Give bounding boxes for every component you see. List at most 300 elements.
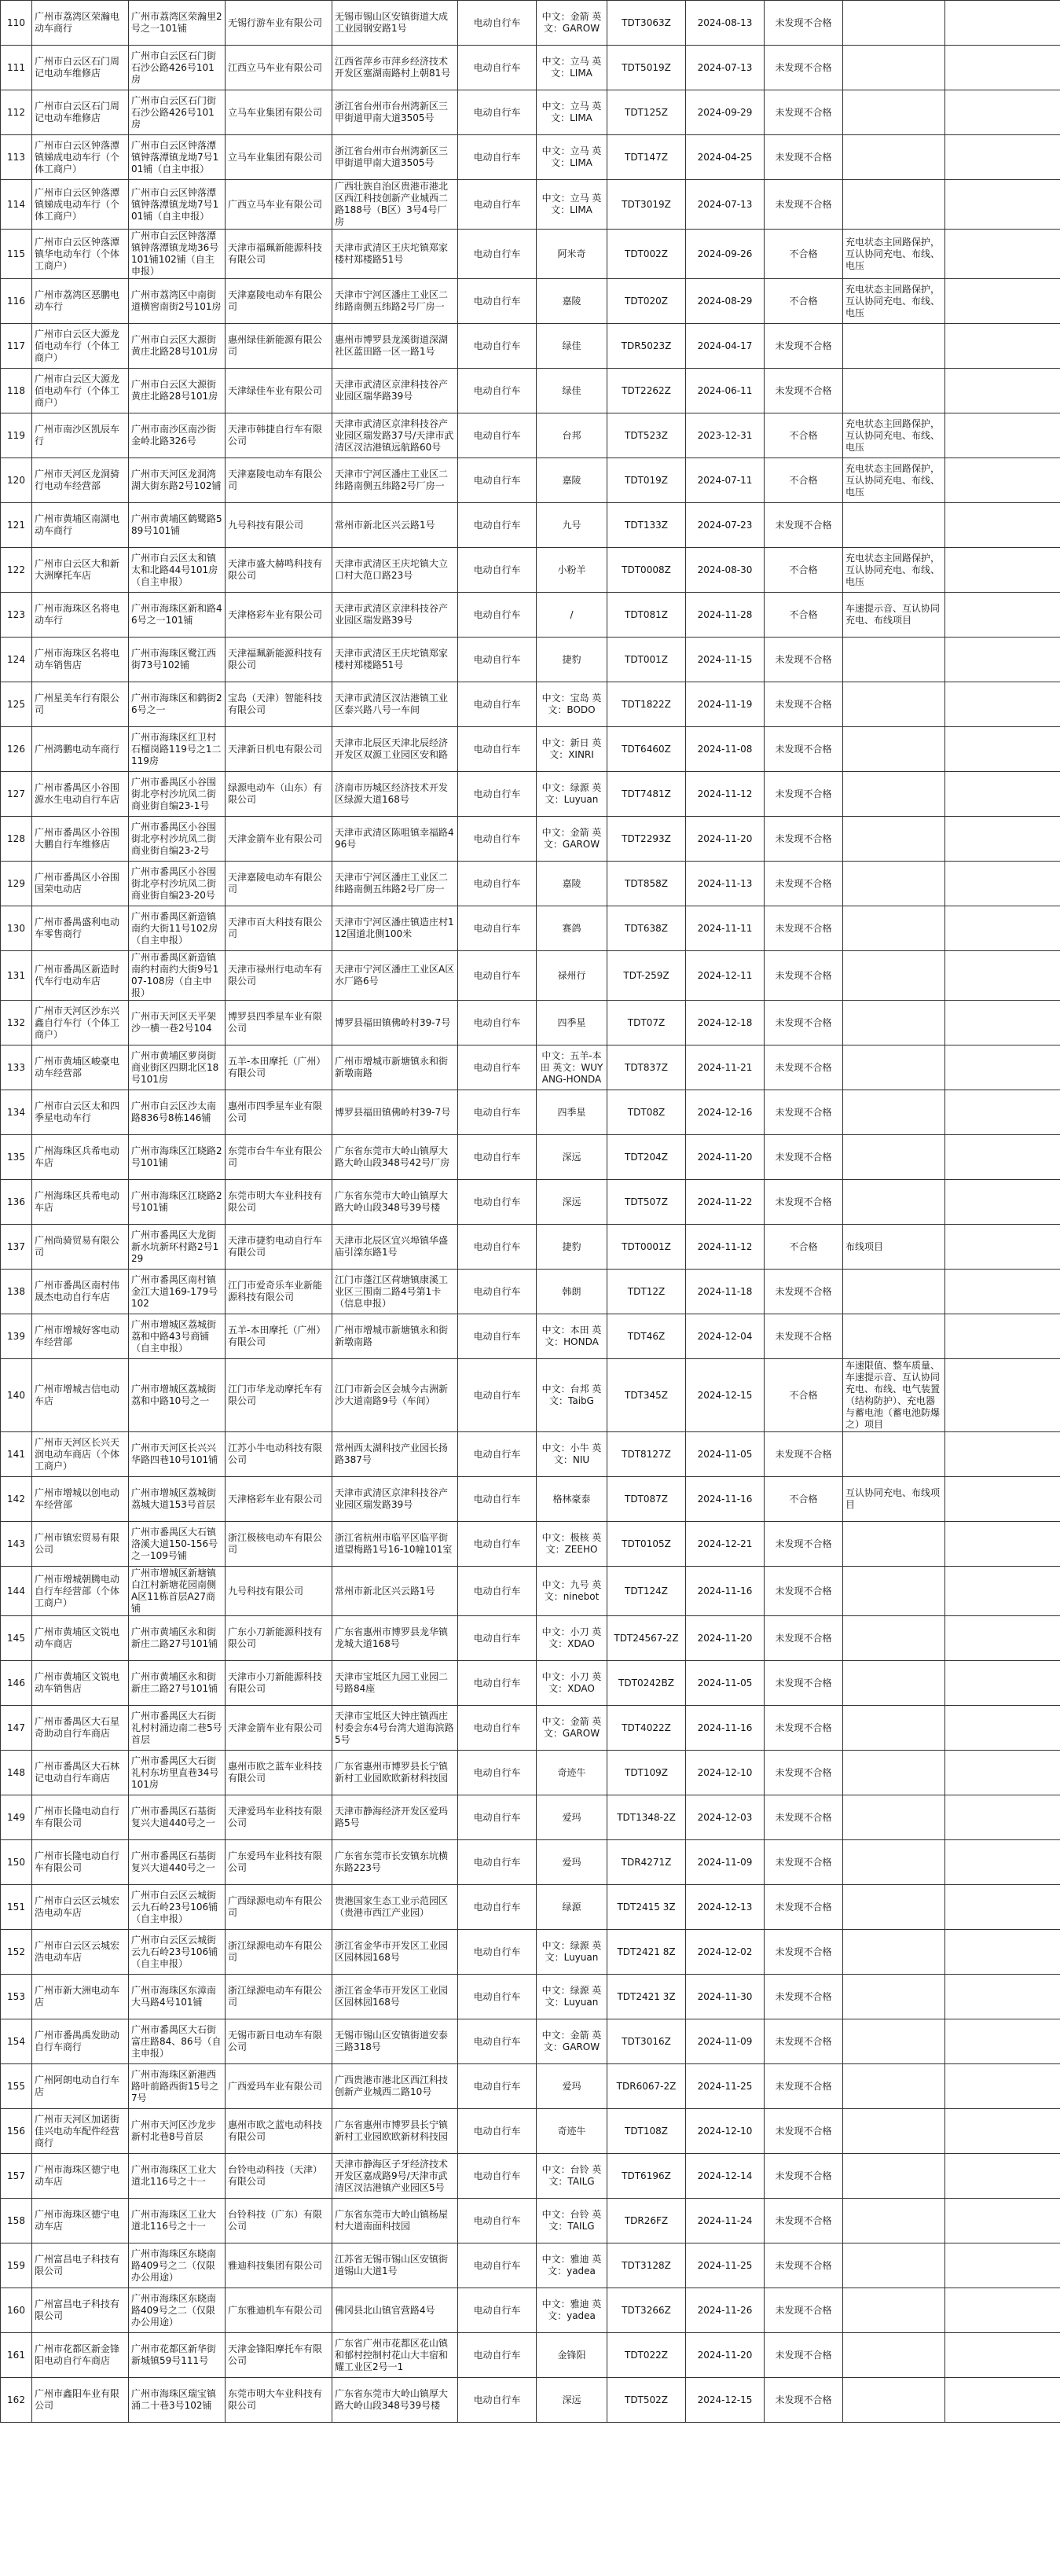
result-cell: 不合格 xyxy=(765,1359,843,1432)
producer-name-cell: 广西绿源电动车有限公司 xyxy=(226,1885,332,1930)
brand-cell: 台邦 xyxy=(537,413,607,458)
producer-address-cell: 贵港国家生态工业示范园区（贵港市西江产业园） xyxy=(332,1885,458,1930)
producer-name-cell: 立马车业集团有限公司 xyxy=(226,90,332,135)
producer-name-cell: 东莞市明大车业科技有限公司 xyxy=(226,1180,332,1225)
blank-cell xyxy=(945,2378,1060,2423)
producer-address-cell: 广东省东莞市大岭山镇杨屋村大道南面科技园 xyxy=(332,2199,458,2243)
brand-cell: 阿米奇 xyxy=(537,230,607,279)
producer-name-cell: 五羊-本田摩托（广州）有限公司 xyxy=(226,1045,332,1090)
brand-cell: 中文：立马 英文：LIMA xyxy=(537,90,607,135)
seller-name-cell: 广州市天河区沙东兴鑫自行车行（个体工商户） xyxy=(32,1001,129,1045)
seller-address-cell: 广州市天河区天平架沙一横一巷2号104 xyxy=(129,1001,226,1045)
row-number-cell: 134 xyxy=(1,1090,32,1135)
model-cell: TDT2415 3Z xyxy=(607,1885,686,1930)
result-cell: 未发现不合格 xyxy=(765,1314,843,1359)
row-number-cell: 143 xyxy=(1,1522,32,1567)
result-cell: 未发现不合格 xyxy=(765,862,843,906)
seller-address-cell: 广州市海珠区和鹤街26号之一 xyxy=(129,682,226,727)
table-row xyxy=(1,2333,1060,2378)
row-number-cell: 122 xyxy=(1,548,32,593)
brand-cell: 中文：绿源 英文：Luyuan xyxy=(537,1930,607,1975)
row-number-cell: 136 xyxy=(1,1180,32,1225)
result-cell: 未发现不合格 xyxy=(765,2378,843,2423)
production-date-cell: 2024-11-05 xyxy=(686,1432,765,1477)
blank-cell xyxy=(945,1840,1060,1885)
seller-address-cell: 广州市花都区新华街新城镇59号111号 xyxy=(129,2333,226,2378)
result-cell: 未发现不合格 xyxy=(765,2288,843,2333)
table-row xyxy=(1,369,1060,413)
table-row xyxy=(1,593,1060,638)
blank-cell xyxy=(945,1090,1060,1135)
producer-address-cell: 江苏省无锡市锡山区安镇街道锡山大道1号 xyxy=(332,2243,458,2288)
failed-items-cell: 充电状态主回路保护，互认协同充电、布线、电压 xyxy=(843,458,945,503)
model-cell: TDT0008Z xyxy=(607,548,686,593)
production-date-cell: 2023-12-31 xyxy=(686,413,765,458)
producer-address-cell: 常州市新北区兴云路1号 xyxy=(332,1567,458,1616)
production-date-cell: 2024-12-15 xyxy=(686,1359,765,1432)
result-cell: 未发现不合格 xyxy=(765,1522,843,1567)
producer-address-cell: 天津市武清区京津科技谷产业园区瑞发路39号 xyxy=(332,593,458,638)
model-cell: TDT087Z xyxy=(607,1477,686,1522)
row-number-cell: 123 xyxy=(1,593,32,638)
row-number-cell: 120 xyxy=(1,458,32,503)
producer-address-cell: 博罗县福田镇佛岭村39-7号 xyxy=(332,1001,458,1045)
blank-cell xyxy=(945,135,1060,180)
failed-items-cell xyxy=(843,1270,945,1314)
model-cell: TDT1822Z xyxy=(607,682,686,727)
brand-cell: 嘉陵 xyxy=(537,862,607,906)
brand-cell: 深远 xyxy=(537,2378,607,2423)
seller-name-cell: 广州市白云区石门周记电动车维修店 xyxy=(32,90,129,135)
product-name-cell: 电动自行车 xyxy=(458,1661,537,1706)
product-name-cell: 电动自行车 xyxy=(458,458,537,503)
result-cell: 未发现不合格 xyxy=(765,1,843,46)
seller-name-cell: 广州海珠区兵希电动车店 xyxy=(32,1135,129,1180)
row-number-cell: 131 xyxy=(1,951,32,1001)
blank-cell xyxy=(945,1135,1060,1180)
failed-items-cell xyxy=(843,1567,945,1616)
producer-address-cell: 江门市蓬江区荷塘镇康溪工业区三围南二路4号第1卡（信息申报） xyxy=(332,1270,458,1314)
seller-address-cell: 广州市白云区大源街黄庄北路28号101房 xyxy=(129,324,226,369)
production-date-cell: 2024-11-16 xyxy=(686,1477,765,1522)
model-cell: TDT0105Z xyxy=(607,1522,686,1567)
brand-cell: 中文：金箭 英文：GAROW xyxy=(537,817,607,862)
seller-address-cell: 广州市番禺区小谷围街北亭村沙坑凤二街商业街自编23-20号 xyxy=(129,862,226,906)
model-cell: TDT5019Z xyxy=(607,46,686,90)
blank-cell xyxy=(945,413,1060,458)
table-row xyxy=(1,1270,1060,1314)
producer-address-cell: 天津市武清区陈咀镇幸福路496号 xyxy=(332,817,458,862)
blank-cell xyxy=(945,2199,1060,2243)
production-date-cell: 2024-11-20 xyxy=(686,817,765,862)
row-number-cell: 118 xyxy=(1,369,32,413)
table-row xyxy=(1,2243,1060,2288)
row-number-cell: 116 xyxy=(1,279,32,324)
product-name-cell: 电动自行车 xyxy=(458,230,537,279)
row-number-cell: 119 xyxy=(1,413,32,458)
failed-items-cell xyxy=(843,951,945,1001)
seller-address-cell: 广州市海珠区瑞宝镇涌二十巷3号102铺 xyxy=(129,2378,226,2423)
brand-cell: 小粉羊 xyxy=(537,548,607,593)
seller-address-cell: 广州市白云区云城街云九石岭23号106铺（自主申报） xyxy=(129,1885,226,1930)
producer-name-cell: 天津爱玛车业科技有限公司 xyxy=(226,1795,332,1840)
failed-items-cell: 充电状态主回路保护，互认协同充电、布线、电压 xyxy=(843,548,945,593)
blank-cell xyxy=(945,1477,1060,1522)
production-date-cell: 2024-06-11 xyxy=(686,369,765,413)
model-cell: TDT108Z xyxy=(607,2109,686,2154)
blank-cell xyxy=(945,1180,1060,1225)
result-cell: 未发现不合格 xyxy=(765,906,843,951)
product-name-cell: 电动自行车 xyxy=(458,2019,537,2064)
producer-name-cell: 天津市捷豹电动自行车有限公司 xyxy=(226,1225,332,1270)
result-cell: 未发现不合格 xyxy=(765,817,843,862)
brand-cell: 嘉陵 xyxy=(537,279,607,324)
seller-address-cell: 广州市天河区龙洞湾湖大街东路2号102铺 xyxy=(129,458,226,503)
seller-name-cell: 广州市番禺区小谷围国荣电动店 xyxy=(32,862,129,906)
production-date-cell: 2024-11-20 xyxy=(686,1135,765,1180)
blank-cell xyxy=(945,817,1060,862)
model-cell: TDT020Z xyxy=(607,279,686,324)
seller-address-cell: 广州市番禺区大龙街新水坑新环村路2号129 xyxy=(129,1225,226,1270)
seller-address-cell: 广州市海珠区新港西路叶前路西街15号之7号 xyxy=(129,2064,226,2109)
table-row xyxy=(1,2378,1060,2423)
brand-cell: 深远 xyxy=(537,1135,607,1180)
model-cell: TDT0001Z xyxy=(607,1225,686,1270)
product-name-cell: 电动自行车 xyxy=(458,1225,537,1270)
row-number-cell: 155 xyxy=(1,2064,32,2109)
model-cell: TDT081Z xyxy=(607,593,686,638)
producer-address-cell: 广西壮族自治区贵港市港北区西江科技创新产业城西二路188号（B区）3号4号厂房 xyxy=(332,180,458,230)
failed-items-cell: 充电状态主回路保护，互认协同充电、布线、电压 xyxy=(843,279,945,324)
producer-name-cell: 浙江绿源电动车有限公司 xyxy=(226,1930,332,1975)
row-number-cell: 148 xyxy=(1,1751,32,1795)
production-date-cell: 2024-12-10 xyxy=(686,2109,765,2154)
blank-cell xyxy=(945,1270,1060,1314)
table-row xyxy=(1,2154,1060,2199)
seller-name-cell: 广州市白云区大和新大洲摩托车店 xyxy=(32,548,129,593)
blank-cell xyxy=(945,1661,1060,1706)
seller-address-cell: 广州市番禺区新造镇南约村南约大街9号107-108房（自主申报） xyxy=(129,951,226,1001)
producer-name-cell: 立马车业集团有限公司 xyxy=(226,135,332,180)
model-cell: TDT125Z xyxy=(607,90,686,135)
product-name-cell: 电动自行车 xyxy=(458,2333,537,2378)
row-number-cell: 113 xyxy=(1,135,32,180)
row-number-cell: 161 xyxy=(1,2333,32,2378)
result-cell: 未发现不合格 xyxy=(765,1795,843,1840)
production-date-cell: 2024-11-09 xyxy=(686,1840,765,1885)
seller-address-cell: 广州市番禺区石基街复兴大道440号之一 xyxy=(129,1795,226,1840)
row-number-cell: 146 xyxy=(1,1661,32,1706)
blank-cell xyxy=(945,862,1060,906)
row-number-cell: 160 xyxy=(1,2288,32,2333)
product-name-cell: 电动自行车 xyxy=(458,1477,537,1522)
table-row xyxy=(1,862,1060,906)
failed-items-cell xyxy=(843,862,945,906)
row-number-cell: 157 xyxy=(1,2154,32,2199)
brand-cell: 禄州行 xyxy=(537,951,607,1001)
model-cell: TDT24567-2Z xyxy=(607,1616,686,1661)
table-row xyxy=(1,727,1060,772)
row-number-cell: 150 xyxy=(1,1840,32,1885)
table-row xyxy=(1,1975,1060,2019)
table-row xyxy=(1,2288,1060,2333)
seller-address-cell: 广州市海珠区新和路46号之一101铺 xyxy=(129,593,226,638)
seller-address-cell: 广州市番禺区小谷围街北亭村沙坑凤二街商业街自编23-1号 xyxy=(129,772,226,817)
production-date-cell: 2024-11-13 xyxy=(686,862,765,906)
production-date-cell: 2024-12-14 xyxy=(686,2154,765,2199)
brand-cell: 中文：立马 英文：LIMA xyxy=(537,180,607,230)
brand-cell: 中文：金箭 英文：GAROW xyxy=(537,1706,607,1751)
row-number-cell: 145 xyxy=(1,1616,32,1661)
failed-items-cell: 互认协同充电、布线项目 xyxy=(843,1477,945,1522)
producer-name-cell: 天津绿佳车业有限公司 xyxy=(226,369,332,413)
result-cell: 未发现不合格 xyxy=(765,1432,843,1477)
producer-address-cell: 天津市宁河区潘庄工业区二纬路南侧五纬路2号厂房一 xyxy=(332,458,458,503)
brand-cell: 中文：小牛 英文：NIU xyxy=(537,1432,607,1477)
model-cell: TDT08Z xyxy=(607,1090,686,1135)
blank-cell xyxy=(945,1001,1060,1045)
blank-cell xyxy=(945,503,1060,548)
blank-cell xyxy=(945,1751,1060,1795)
table-row xyxy=(1,1225,1060,1270)
row-number-cell: 126 xyxy=(1,727,32,772)
product-name-cell: 电动自行车 xyxy=(458,1975,537,2019)
result-cell: 未发现不合格 xyxy=(765,1045,843,1090)
failed-items-cell xyxy=(843,1314,945,1359)
seller-name-cell: 广州市白云区钟落潭镇娣成电动车行（个体工商户） xyxy=(32,180,129,230)
product-name-cell: 电动自行车 xyxy=(458,682,537,727)
production-date-cell: 2024-11-16 xyxy=(686,1706,765,1751)
seller-name-cell: 广州市天河区龙洞骑行电动车经营部 xyxy=(32,458,129,503)
product-name-cell: 电动自行车 xyxy=(458,1432,537,1477)
seller-address-cell: 广州市白云区大源街黄庄北路28号101房 xyxy=(129,369,226,413)
result-cell: 未发现不合格 xyxy=(765,727,843,772)
seller-name-cell: 广州市白云区石门周记电动车维修店 xyxy=(32,46,129,90)
result-cell: 不合格 xyxy=(765,230,843,279)
production-date-cell: 2024-09-26 xyxy=(686,230,765,279)
failed-items-cell xyxy=(843,1751,945,1795)
result-cell: 未发现不合格 xyxy=(765,1180,843,1225)
failed-items-cell xyxy=(843,2243,945,2288)
production-date-cell: 2024-11-11 xyxy=(686,906,765,951)
seller-name-cell: 广州市黄埔区文锐电动车商店 xyxy=(32,1616,129,1661)
blank-cell xyxy=(945,593,1060,638)
result-cell: 未发现不合格 xyxy=(765,772,843,817)
producer-name-cell: 宝岛（天津）智能科技有限公司 xyxy=(226,682,332,727)
blank-cell xyxy=(945,2064,1060,2109)
product-name-cell: 电动自行车 xyxy=(458,906,537,951)
product-name-cell: 电动自行车 xyxy=(458,727,537,772)
product-name-cell: 电动自行车 xyxy=(458,817,537,862)
seller-name-cell: 广州市增城吉信电动车店 xyxy=(32,1359,129,1432)
table-row xyxy=(1,1795,1060,1840)
model-cell: TDR4271Z xyxy=(607,1840,686,1885)
blank-cell xyxy=(945,1225,1060,1270)
production-date-cell: 2024-09-29 xyxy=(686,90,765,135)
row-number-cell: 159 xyxy=(1,2243,32,2288)
model-cell: TDT0242BZ xyxy=(607,1661,686,1706)
row-number-cell: 128 xyxy=(1,817,32,862)
seller-name-cell: 广州富昌电子科技有限公司 xyxy=(32,2243,129,2288)
seller-name-cell: 广州市白云区云城宏浩电动车店 xyxy=(32,1930,129,1975)
producer-address-cell: 广西贵港市港北区西江科技创新产业城西二路10号 xyxy=(332,2064,458,2109)
row-number-cell: 154 xyxy=(1,2019,32,2064)
result-cell: 不合格 xyxy=(765,413,843,458)
seller-address-cell: 广州市海珠区东晓南路409号之二（仅限办公用途） xyxy=(129,2243,226,2288)
seller-name-cell: 广州市白云区大源龙佰电动车行（个体工商户） xyxy=(32,324,129,369)
producer-name-cell: 天津福珮新能源科技有限公司 xyxy=(226,638,332,682)
result-cell: 未发现不合格 xyxy=(765,1135,843,1180)
failed-items-cell xyxy=(843,906,945,951)
result-cell: 不合格 xyxy=(765,548,843,593)
brand-cell: 中文：金箭 英文：GAROW xyxy=(537,2019,607,2064)
product-name-cell: 电动自行车 xyxy=(458,2199,537,2243)
producer-address-cell: 常州西太湖科技产业园长扬路387号 xyxy=(332,1432,458,1477)
table-row xyxy=(1,1,1060,46)
result-cell: 不合格 xyxy=(765,1477,843,1522)
blank-cell xyxy=(945,1,1060,46)
product-name-cell: 电动自行车 xyxy=(458,1930,537,1975)
result-cell: 不合格 xyxy=(765,279,843,324)
producer-name-cell: 天津金箭车业有限公司 xyxy=(226,817,332,862)
failed-items-cell xyxy=(843,1840,945,1885)
model-cell: TDT124Z xyxy=(607,1567,686,1616)
failed-items-cell xyxy=(843,1522,945,1567)
seller-address-cell: 广州市南沙区南沙街金岭北路326号 xyxy=(129,413,226,458)
brand-cell: / xyxy=(537,593,607,638)
blank-cell xyxy=(945,1359,1060,1432)
table-row xyxy=(1,2109,1060,2154)
failed-items-cell xyxy=(843,2199,945,2243)
brand-cell: 中文：台铃 英文：TAILG xyxy=(537,2154,607,2199)
blank-cell xyxy=(945,2243,1060,2288)
model-cell: TDT6460Z xyxy=(607,727,686,772)
producer-address-cell: 天津市宁河区潘庄工业区二纬路南侧五纬路2号厂房一 xyxy=(332,279,458,324)
table-row xyxy=(1,46,1060,90)
failed-items-cell xyxy=(843,638,945,682)
failed-items-cell xyxy=(843,2109,945,2154)
brand-cell: 奇迹牛 xyxy=(537,2109,607,2154)
failed-items-cell xyxy=(843,1,945,46)
blank-cell xyxy=(945,772,1060,817)
product-name-cell: 电动自行车 xyxy=(458,90,537,135)
brand-cell: 中文：绿源 英文：Luyuan xyxy=(537,1975,607,2019)
result-cell: 未发现不合格 xyxy=(765,2019,843,2064)
producer-name-cell: 天津市盛大赫鸣科技有限公司 xyxy=(226,548,332,593)
seller-address-cell: 广州市番禺区南村镇金江大道169-179号102 xyxy=(129,1270,226,1314)
product-name-cell: 电动自行车 xyxy=(458,548,537,593)
failed-items-cell xyxy=(843,1706,945,1751)
producer-name-cell: 九号科技有限公司 xyxy=(226,1567,332,1616)
failed-items-cell xyxy=(843,503,945,548)
table-row xyxy=(1,1661,1060,1706)
production-date-cell: 2024-08-29 xyxy=(686,279,765,324)
production-date-cell: 2024-11-09 xyxy=(686,2019,765,2064)
seller-name-cell: 广州市番禺区新造时代车行电动车店 xyxy=(32,951,129,1001)
product-name-cell: 电动自行车 xyxy=(458,2109,537,2154)
seller-name-cell: 广州市番禺区大石林记电动自行车商店 xyxy=(32,1751,129,1795)
brand-cell: 捷豹 xyxy=(537,638,607,682)
seller-address-cell: 广州市海珠区红卫村石榴岗路119号之1二119房 xyxy=(129,727,226,772)
model-cell: TDT858Z xyxy=(607,862,686,906)
row-number-cell: 114 xyxy=(1,180,32,230)
result-cell: 未发现不合格 xyxy=(765,638,843,682)
row-number-cell: 142 xyxy=(1,1477,32,1522)
producer-address-cell: 浙江省金华市开发区工业园区园林园168号 xyxy=(332,1930,458,1975)
result-cell: 未发现不合格 xyxy=(765,503,843,548)
table-row xyxy=(1,458,1060,503)
failed-items-cell: 车速提示音、互认协同充电、布线项目 xyxy=(843,593,945,638)
row-number-cell: 137 xyxy=(1,1225,32,1270)
producer-address-cell: 天津市武清区京津科技谷产业园区瑞发路37号/天津市武清区汊沽港镇远航路60号 xyxy=(332,413,458,458)
seller-address-cell: 广州市番禺区大石街礼村村涌边南二巷5号首层 xyxy=(129,1706,226,1751)
producer-name-cell: 惠州市欧之蓝电动科技有限公司 xyxy=(226,2109,332,2154)
failed-items-cell xyxy=(843,135,945,180)
brand-cell: 中文：立马 英文：LIMA xyxy=(537,135,607,180)
brand-cell: 中文：宝岛 英文：BODO xyxy=(537,682,607,727)
table-row xyxy=(1,1840,1060,1885)
brand-cell: 中文：新日 英文：XINRI xyxy=(537,727,607,772)
result-cell: 未发现不合格 xyxy=(765,2243,843,2288)
row-number-cell: 147 xyxy=(1,1706,32,1751)
row-number-cell: 158 xyxy=(1,2199,32,2243)
producer-address-cell: 广东省东莞市大岭山镇厚大路大岭山段348号42号厂房 xyxy=(332,1135,458,1180)
row-number-cell: 156 xyxy=(1,2109,32,2154)
producer-address-cell: 天津市宝坻区九园工业园二号路84座 xyxy=(332,1661,458,1706)
producer-name-cell: 台铃电动科技（天津）有限公司 xyxy=(226,2154,332,2199)
production-date-cell: 2024-12-04 xyxy=(686,1314,765,1359)
brand-cell: 中文：本田 英文：HONDA xyxy=(537,1314,607,1359)
producer-name-cell: 天津格彩车业有限公司 xyxy=(226,593,332,638)
product-name-cell: 电动自行车 xyxy=(458,1135,537,1180)
model-cell: TDT3266Z xyxy=(607,2288,686,2333)
failed-items-cell xyxy=(843,369,945,413)
blank-cell xyxy=(945,279,1060,324)
producer-address-cell: 广东省惠州市博罗县长宁镇新村工业园欧欧新材科技园 xyxy=(332,2109,458,2154)
product-name-cell: 电动自行车 xyxy=(458,1616,537,1661)
producer-name-cell: 惠州市欧之蓝车业科技有限公司 xyxy=(226,1751,332,1795)
model-cell: TDT2421 3Z xyxy=(607,1975,686,2019)
product-name-cell: 电动自行车 xyxy=(458,2064,537,2109)
seller-name-cell: 广州市增城以创电动车经营部 xyxy=(32,1477,129,1522)
producer-address-cell: 天津市宁河区潘庄镇造庄村112国道北侧100米 xyxy=(332,906,458,951)
model-cell: TDT638Z xyxy=(607,906,686,951)
row-number-cell: 153 xyxy=(1,1975,32,2019)
brand-cell: 捷豹 xyxy=(537,1225,607,1270)
producer-name-cell: 广西爱玛车业有限公司 xyxy=(226,2064,332,2109)
production-date-cell: 2024-11-25 xyxy=(686,2243,765,2288)
table-row xyxy=(1,1432,1060,1477)
table-row xyxy=(1,90,1060,135)
producer-name-cell: 广东雅迪机车有限公司 xyxy=(226,2288,332,2333)
blank-cell xyxy=(945,1706,1060,1751)
brand-cell: 爱玛 xyxy=(537,1795,607,1840)
table-row xyxy=(1,324,1060,369)
table-row xyxy=(1,1477,1060,1522)
table-row xyxy=(1,1616,1060,1661)
producer-name-cell: 天津市韩捷自行车有限公司 xyxy=(226,413,332,458)
row-number-cell: 144 xyxy=(1,1567,32,1616)
blank-cell xyxy=(945,1930,1060,1975)
blank-cell xyxy=(945,2154,1060,2199)
blank-cell xyxy=(945,1616,1060,1661)
production-date-cell: 2024-11-16 xyxy=(686,1567,765,1616)
failed-items-cell xyxy=(843,2019,945,2064)
blank-cell xyxy=(945,2288,1060,2333)
seller-name-cell: 广州市番禺区大石星奇助动自行车商店 xyxy=(32,1706,129,1751)
seller-name-cell: 广州市海珠区德宁电动车店 xyxy=(32,2154,129,2199)
producer-name-cell: 台铃科技（广东）有限公司 xyxy=(226,2199,332,2243)
